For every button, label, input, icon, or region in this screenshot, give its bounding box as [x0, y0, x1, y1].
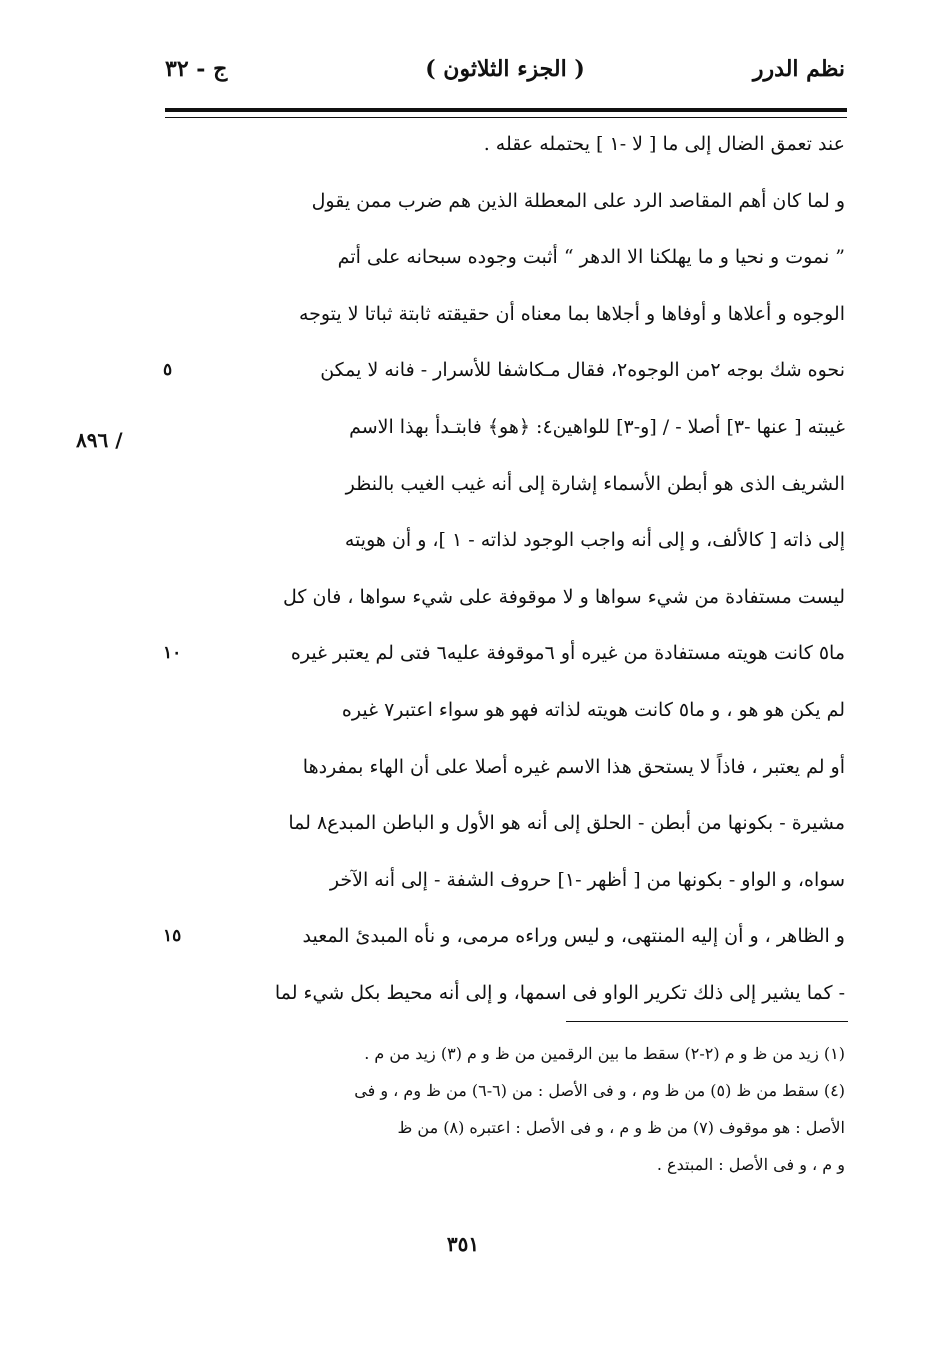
text-line-content: و الظاهر ، و أن إليه المنتهى، و ليس وراءه مرمى، و نأه المبدئ المعيد	[302, 925, 845, 948]
line-number: ١٠	[163, 643, 182, 664]
text-line-content: سواه، و الواو - بكونها من [ أظهر -١] حروف الشفة - إلى أنه الآخر	[329, 868, 845, 891]
footnote-line: الأصل : هو موقوف (٧) من ظ و م ، و فى الأصل : اعتبره (٨) من ظ	[397, 1118, 845, 1137]
line-number: ١٥	[163, 926, 182, 947]
text-line	[165, 633, 845, 673]
text-line-content: ما٥ كانت هويته مستفادة من غيره أو ٦موقوفة عليه٦ فتى لم يعتبر غيره	[290, 642, 845, 665]
header-rule-thick	[165, 108, 847, 112]
footnote-line: (١) زيد من ظ و م (٢-٢) سقط ما بين الرقمين من ظ و م (٣) زيد من م .	[364, 1044, 845, 1063]
text-line	[165, 916, 845, 956]
text-line	[165, 803, 845, 843]
text-line	[165, 690, 845, 730]
text-line	[165, 237, 845, 277]
text-line	[165, 181, 845, 221]
text-line	[165, 464, 845, 504]
header-volume: ج - ٣٢	[165, 56, 228, 82]
text-line	[165, 124, 845, 164]
text-line-content: ” نموت و نحيا و ما يهلكنا الا الدهر “ أثبت وجوده سبحانه على أتم	[337, 246, 845, 269]
text-line-content: ليست مستفادة من شيء سواها و لا موقوفة على شيء سواها ، فان كل	[282, 585, 845, 608]
running-header	[165, 56, 845, 96]
text-line-content: نحوه شك بوجه ٢من الوجوه٢، فقال مـكاشفا للأسرار - فانه لا يمكن	[320, 359, 845, 382]
page-number: ٣٥١	[446, 1232, 480, 1256]
text-line	[165, 860, 845, 900]
text-line-content: مشيرة - بكونها من أبطن - الحلق إلى أنه هو الأول و الباطن المبدع٨ لما	[288, 812, 845, 835]
text-line	[165, 973, 845, 1013]
text-line	[165, 520, 845, 560]
text-line	[165, 350, 845, 390]
text-line-content: - كما يشير إلى ذلك تكرير الواو فى اسمها، و إلى أنه محيط بكل شيء لما	[274, 982, 845, 1004]
text-line-content: إلى ذاته [ كالألف، و إلى أنه واجب الوجود لذاته - ١ ]، و أن هويته	[344, 529, 845, 552]
text-line	[165, 577, 845, 617]
header-book-title: نظم الدرر	[752, 56, 845, 82]
text-line-content: عند تعمق الضال إلى ما [ لا -١ ] يحتمله عقله .	[483, 133, 845, 155]
text-line-content: الشريف الذى هو أبطن الأسماء إشارة إلى أنه غيب الغيب بالنظر	[345, 472, 845, 495]
margin-manuscript-ref: ٨٩٦ /	[76, 428, 123, 452]
text-line-content: أو لم يعتبر ، فاذاً لا يستحق هذا الاسم غيره أصلا على أن الهاء بمفردها	[302, 755, 845, 778]
text-line	[165, 407, 845, 447]
text-line-content: و لما كان أهم المقاصد الرد على المعطلة الذين هم ضرب ممن يقول	[311, 189, 845, 212]
line-number: ٥	[163, 360, 173, 381]
text-line-content: غيبته [ عنها -٣] أصلا - / [و-٣] للواهين٤: ﴿هو﴾ فابتـدأ بهذا الاسم	[349, 416, 845, 438]
header-part-title: ( الجزء الثلاثون )	[425, 56, 585, 82]
footnote-line: و م ، و فى الأصل : المبتدع .	[656, 1155, 845, 1174]
text-line-content: لم يكن هو هو ، و ما٥ كانت هويته لذاته فهو هو سواء اعتبر٧ غيره	[341, 699, 845, 721]
text-line	[165, 294, 845, 334]
footnote-rule	[566, 1021, 848, 1022]
header-rule-thin	[165, 117, 847, 118]
text-line-content: الوجوه و أعلاها و أوفاها و أجلاها بما معناه أن حقيقته ثابتة ثباتا لا يتوجه	[298, 302, 845, 325]
footnote-line: (٤) سقط من ظ (٥) من ظ وم ، و فى الأصل : من (٦-٦) من ظ وم ، و فى	[354, 1081, 845, 1100]
text-line	[165, 747, 845, 787]
